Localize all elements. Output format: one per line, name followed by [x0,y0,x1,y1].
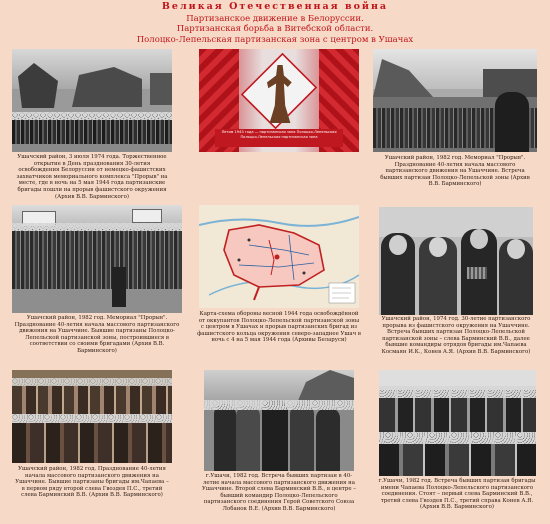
caption-photo-7: Ушачский район, 1982 год. Празднование 40-летия начала массового партизанского движения на Ушаччине. Бывшие партизаны бригады им.Чапаева – в первом ряду второй слева Гвоздев П.С., третий слева Барминский В.В. (Архив В.В. Барминского) [15,466,169,499]
header-subtitle-3: Полоцко-Лепельская партизанская зона с центром в Ушачах [136,34,414,45]
header-subtitle-2: Партизанская борьба в Витебской области. [176,24,374,34]
photo-ushachi-meeting-1982 [204,370,354,471]
photo-veterans-1974 [379,207,533,315]
poster-partisan-monument [199,49,359,152]
poster-caption: Летом 1943 года — партизанская зона Полоцко-Лепельская [221,130,337,134]
photo-memorial-proryv-1982-a [373,49,537,152]
photo-chapaev-veterans-ushachi-1982 [379,370,536,476]
caption-photo-4: Ушачский район, 1982 год. Мемориал "Прорыв". Празднование 40-летия начала массового партизанского движения на Ушаччине. Бывшие партизаны Полоцко-Лепельской партизанской зоны, построившиеся в соответствии со своими бригадами (Архив В.В. Барминского) [14,315,180,354]
page-header [0,0,550,46]
photo-partisans-lined-up-1982 [12,205,182,313]
map-drawing [199,205,359,308]
header-title: Великая Отечественная война [161,1,389,12]
caption-photo-9: г.Ушачи, 1982 год. Встреча бывших партизан бригады имени Чапаева Полоцко-Лепельского партизанского соединения. Стоят – первый слева Барминский В.В., третий слева Гвоздев П.С., третий справа Конев А.Я. (Архив В.В. Барминского) [378,478,536,511]
poster-subcaption: Полоцко-Лепельская партизанская зона [240,134,318,139]
map-partisan-zone-1944 [199,205,359,308]
caption-photo-6: Ушачский район, 1974 год. 30-летие партизанского прорыва из фашистского окружения на Ушаччине. Встреча бывших партизан Полоцко-Лепельской партизанской зоны – слева Барминский В.В., далее бывшие командиры отрядов бригады им.Чапаева Космаян И.К., Конев А.Я. (Архив В.В. Барминского) [381,316,531,355]
caption-photo-8: г.Ушачи, 1982 год. Встреча бывших партизан в 40-летие начала массового партизанского движения на Ушаччине. Второй слева Барминский В.В., в центре – бывший командир Полоцко-Лепельского партизанского соединения Герой Советского Союза Лобанок В.Е. (Архив В.В. Барминского) [202,473,356,512]
photo-chapaev-brigade-1982 [12,370,172,463]
caption-photo-3: Ушачский район, 1982 год. Мемориал "Прорыв". Празднование 40-летия начала массового партизанского движения на Ушаччине. Встреча бывших партизан Полоцко-Лепельской зоны (Архив В.В. Барминского) [380,155,530,188]
header-subtitle-1: Партизанское движение в Белоруссии. [186,13,364,24]
photo-memorial-opening-1974 [12,49,172,152]
caption-photo-1: Ушачский район, 3 июля 1974 года. Торжественное открытие в День празднования 30-летия освобождения Белоруссии от немецко-фашистских захватчиков мемориального комплекса "Прорыв" на месте, где в ночь на 5 мая 1944 года партизанские бригады пошли на прорыв фашистского окружения (Архив В.В. Барминского) [16,154,168,200]
caption-photo-5: Карта-схема обороны весной 1944 года освобождённой от оккупантов Полоцко-Лепельской партизанской зоны с центром в Ушачах и прорыв партизанских бригад из фашистского кольца окружения северо-западнее Ушач в ночь с 4 на 5 мая 1944 года (Архивы Беларуси) [197,311,361,344]
